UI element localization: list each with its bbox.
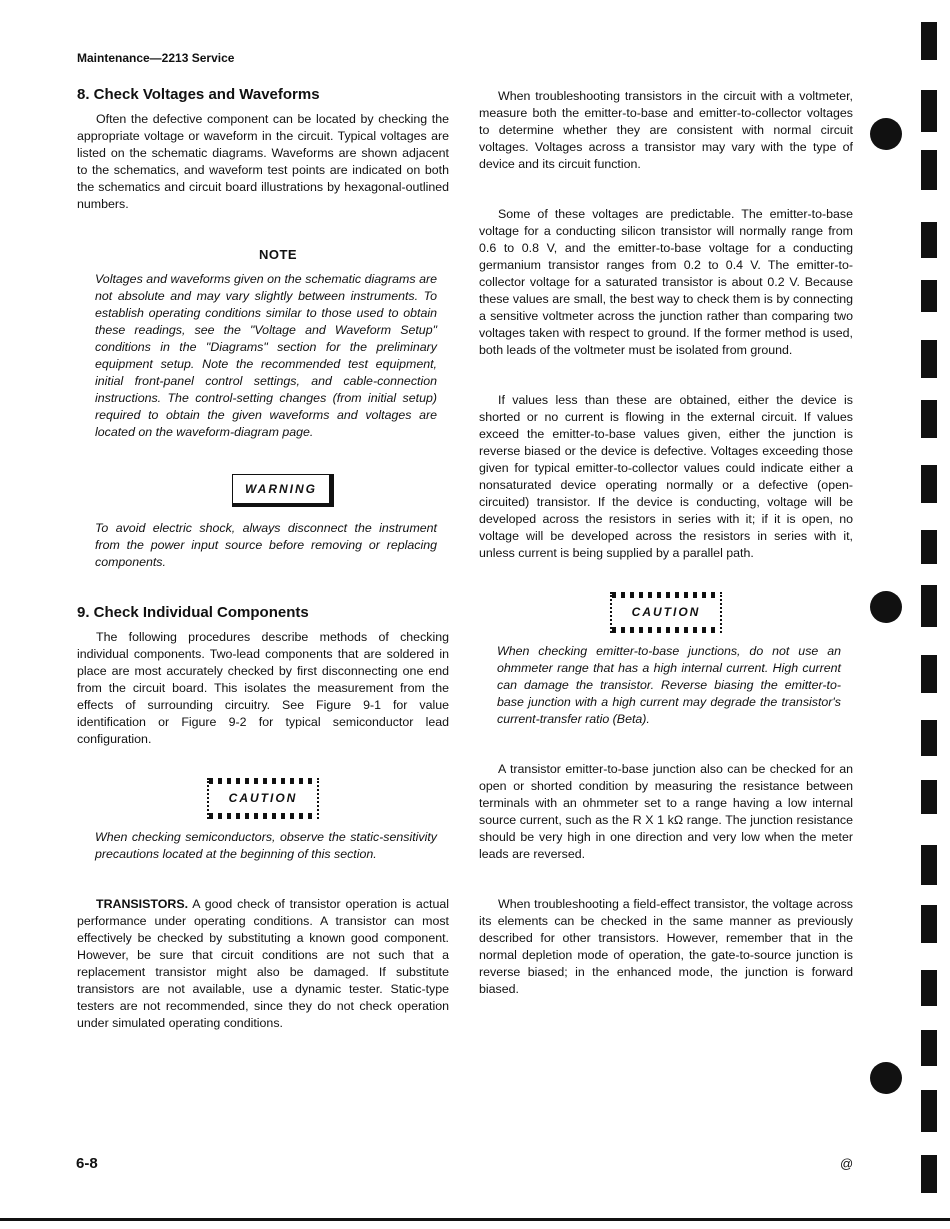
punch-hole-middle [870,591,902,623]
note-title: NOTE [258,247,298,262]
binding-mark [921,400,937,438]
warning-label: WARNING [232,474,334,507]
section-9-heading: 9. Check Individual Components [77,604,309,621]
page-number: 6-8 [76,1155,98,1172]
right-column [479,88,853,998]
binding-mark [921,222,937,258]
right-paragraph-1: When troubleshooting transistors in the circuit with a voltmeter, measure both the emitter-to-base and emitter-to-collector voltages to determine whether they are consistent with normal circuit voltages. Voltages across a transistor may vary with the type of device and its circuit function. [479,89,853,171]
binding-mark [921,530,937,564]
binding-mark [921,780,937,814]
section-8-paragraph: Often the defective component can be located by checking the appropriate voltage or waveform in the circuit. Typical voltages are listed on the schematic diagrams. Waveforms are shown adjacent to the schematics, and waveform test points are indicated on both the schematics and circuit board illustrations by hexagonal-outlined numbers. [77,112,449,211]
binding-mark [921,720,937,756]
punch-hole-top [870,118,902,150]
punch-hole-bottom [870,1062,902,1094]
binding-mark [921,340,937,378]
binding-mark [921,970,937,1006]
bottom-rule [0,1218,950,1221]
caution-label-right: CAUTION [610,592,723,633]
caution-text-left: When checking semiconductors, observe the static-sensitivity precautions located at the beginning of this section. [95,830,437,861]
binding-mark [921,655,937,693]
binding-mark [921,845,937,885]
section-8-heading: 8. Check Voltages and Waveforms [77,86,320,103]
binding-mark [921,22,937,60]
right-paragraph-3: If values less than these are obtained, either the device is shorted or no current is flowing in the external circuit. If values exceed the emitter-to-base values given, either the junction is reverse biased or the device is defective. Voltages exceeding those given for typical emitter-to-collector values could indicate either a nonsaturated device operating normally or a defective (open-circuited) transistor. If the device is conducting, voltage will be developed across the resistors in series with it; if it is open, no voltage will be developed across the resistors in series with it, unless current is being supplied by a parallel path. [479,393,853,560]
binding-mark [921,1090,937,1132]
binding-mark [921,1155,937,1193]
transistors-text: A good check of transistor operation is actual performance under operating conditions. A transistor can most effectively be checked by substituting a known good component. However, be sure that circuit conditions are not such that a replacement transistor might also be damaged. If substitute transistors are not available, use a dynamic tester. Static-type testers are not recommended, since they do not check operation under simulated operating conditions. [77,897,449,1030]
binding-mark [921,90,937,132]
binding-mark [921,150,937,190]
caution-text-right: When checking emitter-to-base junctions, do not use an ohmmeter range that has a high internal current. High current can damage the transistor. Reverse biasing the emitter-to-base junction with a high current may degrade the transistor's current-transfer ratio (Beta). [497,644,841,726]
binding-mark [921,905,937,943]
note-text: Voltages and waveforms given on the schematic diagrams are not absolute and may vary slightly between instruments. To establish operating conditions similar to those used to obtain these readings, see the "Voltage and Waveform Setup" conditions in the "Diagrams" section for the preliminary equipment setup. Note the recommended test equipment, initial front-panel control settings, and cable-connection instructions. The control-setting changes (from initial setup) required to obtain the given waveforms and voltages are located on the waveform-diagram page. [95,272,437,439]
transistors-paragraph [77,896,449,1032]
binding-mark [921,1030,937,1066]
section-9-paragraph: The following procedures describe methods of checking individual components. Two-lead components that are soldered in place are most accurately checked by first disconnecting one end from the circuit board. This isolates the measurement from the effects of surrounding circuitry. See Figure 9-1 for value identification or Figure 9-2 for typical semiconductor lead configuration. [77,630,449,746]
binding-mark [921,585,937,627]
warning-text: To avoid electric shock, always disconnect the instrument from the power input source before removing or replacing components. [95,521,437,569]
transistors-label: TRANSISTORS. [96,897,189,911]
footer-symbol: @ [840,1156,854,1171]
binding-mark [921,280,937,312]
right-paragraph-2: Some of these voltages are predictable. The emitter-to-base voltage for a conducting silicon transistor will normally range from 0.6 to 0.8 V, and the emitter-to-base voltage for a conducting germanium transistor ranges from 0.2 to 0.4 V. The emitter-to-collector voltage for a saturated transistor is about 0.2 V. Because these values are small, the best way to check them is by connecting a sensitive voltmeter across the junction rather than comparing two voltages taken with respect to ground. If the former method is used, both leads of the voltmeter must be isolated from ground. [479,207,853,357]
left-column [77,86,449,1032]
binding-mark [921,465,937,503]
running-header: Maintenance—2213 Service [77,51,235,65]
caution-label-left: CAUTION [207,778,320,819]
right-paragraph-4: A transistor emitter-to-base junction also can be checked for an open or shorted condition by measuring the resistance between terminals with an ohmmeter set to a range having a low internal source current, such as the R X 1 kΩ range. The junction resistance should be very high in one direction and very low when the meter leads are reversed. [479,762,853,861]
right-paragraph-5: When troubleshooting a field-effect transistor, the voltage across its elements can be checked in the same manner as previously described for other transistors. However, remember that in the normal depletion mode of operation, the gate-to-source junction is reverse biased; in the enhanced mode, the junction is forward biased. [479,897,853,996]
